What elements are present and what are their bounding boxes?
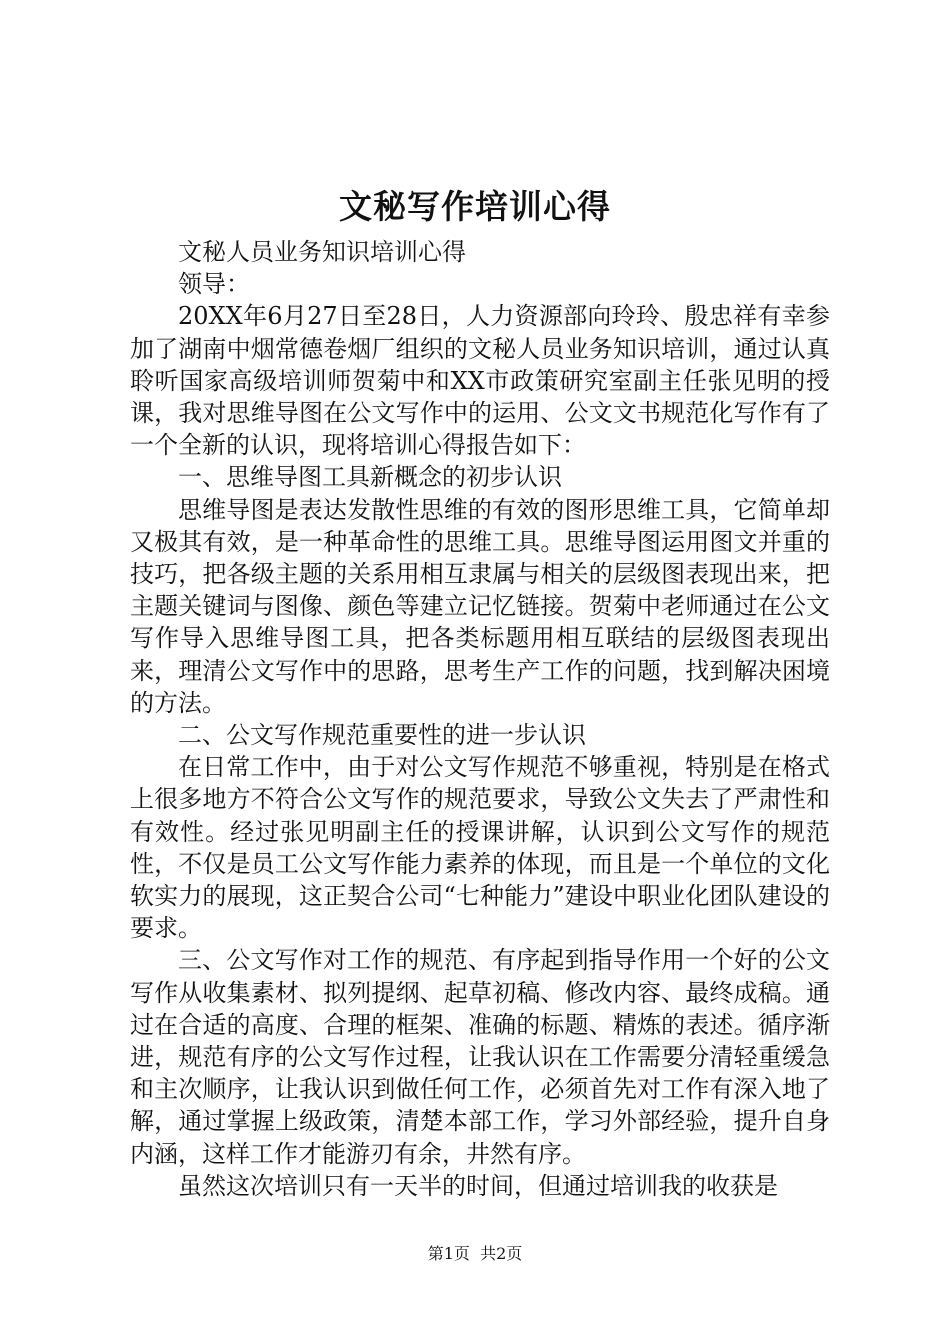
section-heading-1: 一、思维导图工具新概念的初步认识 [178, 463, 562, 492]
page-footer [0, 1243, 950, 1265]
section-heading-2: 二、公文写作规范重要性的进一步认识 [178, 721, 586, 750]
paragraph-section-2: 在日常工作中，由于对公文写作规范不够重视，特别是在格式上很多地方不符合公文写作的规范要求，导致公文失去了严肃性和有效性。经过张见明副主任的授课讲解，认识到公文写作的规范性，不仅是员工公文写作能力素养的体现，而且是一个单位的文化软实力的展现，这正契合公司“七种能力”建设中职业化团队建设的要求。 [130, 753, 830, 943]
paragraph-section-3: 三、公文写作对工作的规范、有序起到指导作用一个好的公文写作从收集素材、拟列提纲、起草初稿、修改内容、最终成稿。通过在合适的高度、合理的框架、准确的标题、精炼的表述。循序渐进，规范有序的公文写作过程，让我认识在工作需要分清轻重缓急和主次顺序，让我认识到做任何工作，必须首先对工作有深入地了解，通过掌握上级政策，清楚本部工作，学习外部经验，提升自身内涵，这样工作才能游刃有余，井然有序。 [130, 946, 830, 1168]
page-number: 第1页 共2页 [427, 1244, 523, 1263]
paragraph-intro: 20XX年6月27日至28日，人力资源部向玲玲、殷忠祥有幸参加了湖南中烟常德卷烟厂组织的文秘人员业务知识培训，通过认真聆听国家高级培训师贺菊中和XX市政策研究室副主任张见明的授课，我对思维导图在公文写作中的运用、公文文书规范化写作有了一个全新的认识，现将培训心得报告如下： [130, 302, 830, 460]
paragraph-closing: 虽然这次培训只有一天半的时间，但通过培训我的收获是 [178, 1171, 778, 1200]
paragraph-section-1: 思维导图是表达发散性思维的有效的图形思维工具，它简单却又极其有效，是一种革命性的思维工具。思维导图运用图文并重的技巧，把各级主题的关系用相互隶属与相关的层级图表现出来，把主题关键词与图像、颜色等建立记忆链接。贺菊中老师通过在公文写作导入思维导图工具，把各类标题用相互联结的层级图表现出来，理清公文写作中的思路，思考生产工作的问题，找到解决困境的方法。 [130, 495, 830, 717]
paragraph-salutation: 领导： [178, 270, 250, 299]
document-body [130, 236, 830, 1202]
paragraph-subtitle: 文秘人员业务知识培训心得 [178, 238, 466, 266]
document-title: 文秘写作培训心得 [339, 187, 611, 226]
